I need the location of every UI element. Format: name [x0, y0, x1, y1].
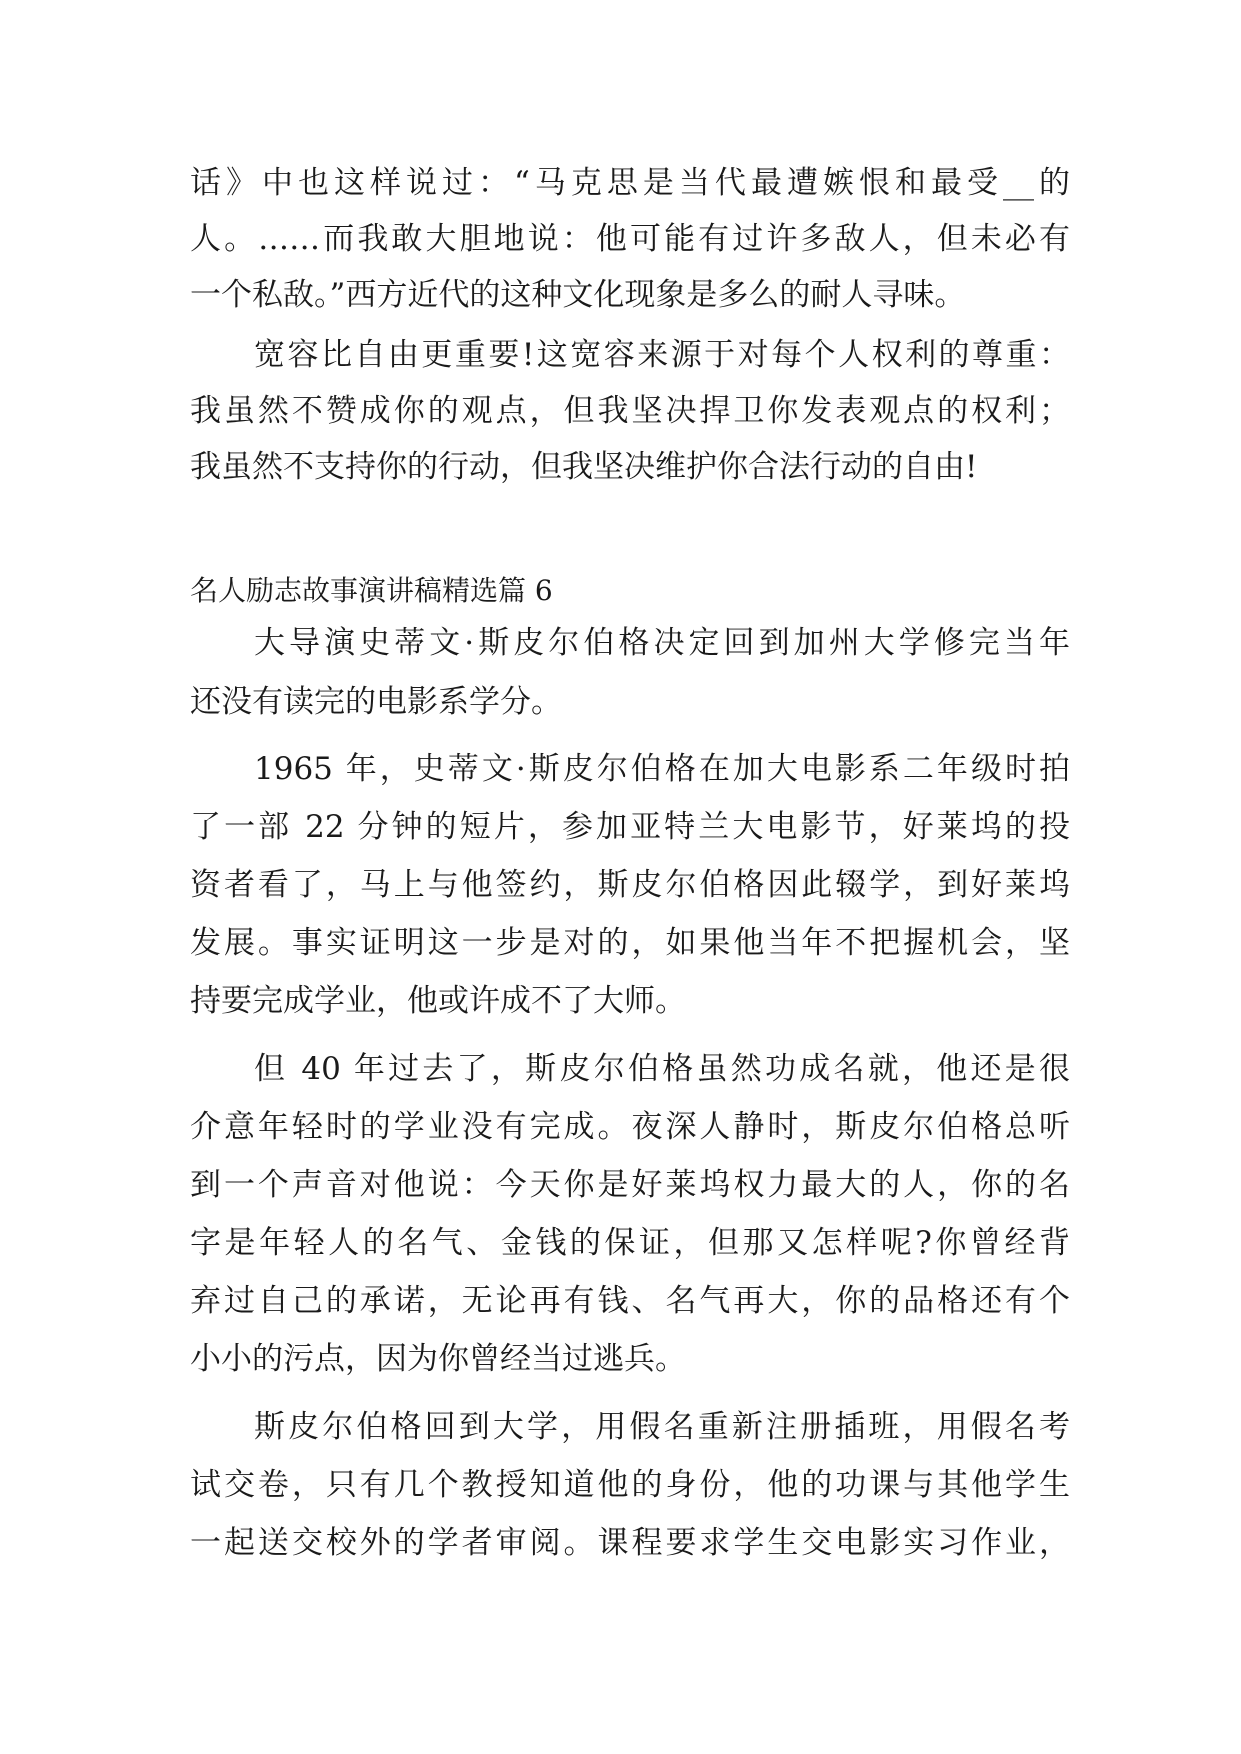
paragraph-line: 我虽然不赞成你的观点，但我坚决捍卫你发表观点的权利； [190, 393, 1070, 429]
paragraph-line: 小小的污点，因为你曾经当过逃兵。 [190, 1341, 686, 1377]
paragraph-line: 到一个声音对他说：今天你是好莱坞权力最大的人，你的名 [190, 1167, 1070, 1203]
paragraph-line: 还没有读完的电影系学分。 [190, 684, 562, 720]
paragraph-line: 人。……而我敢大胆地说：他可能有过许多敌人，但未必有 [190, 221, 1070, 257]
paragraph-line: 话》中也这样说过：“马克思是当代最遭嫉恨和最受__的 [190, 165, 1070, 201]
paragraph-line: 介意年轻时的学业没有完成。夜深人静时，斯皮尔伯格总听 [190, 1109, 1070, 1145]
paragraph-line: 大导演史蒂文·斯皮尔伯格决定回到加州大学修完当年 [254, 625, 1070, 661]
paragraph-line: 资者看了，马上与他签约，斯皮尔伯格因此辍学，到好莱坞 [190, 867, 1070, 903]
paragraph-line: 一个私敌。”西方近代的这种文化现象是多么的耐人寻味。 [190, 277, 966, 313]
paragraph-line: 斯皮尔伯格回到大学，用假名重新注册插班，用假名考 [254, 1409, 1070, 1445]
paragraph-line: 但 40 年过去了，斯皮尔伯格虽然功成名就，他还是很 [254, 1051, 1070, 1087]
paragraph-line: 我虽然不支持你的行动，但我坚决维护你合法行动的自由! [190, 449, 978, 485]
paragraph-line: 持要完成学业，他或许成不了大师。 [190, 983, 686, 1019]
paragraph-line: 弃过自己的承诺，无论再有钱、名气再大，你的品格还有个 [190, 1283, 1070, 1319]
paragraph-line: 1965 年，史蒂文·斯皮尔伯格在加大电影系二年级时拍 [254, 751, 1070, 787]
paragraph-line: 发展。事实证明这一步是对的，如果他当年不把握机会，坚 [190, 925, 1070, 961]
paragraph-line: 一起送交校外的学者审阅。课程要求学生交电影实习作业， [190, 1525, 1070, 1561]
paragraph-line: 宽容比自由更重要!这宽容来源于对每个人权利的尊重： [254, 337, 1070, 373]
paragraph-line: 了一部 22 分钟的短片，参加亚特兰大电影节，好莱坞的投 [190, 809, 1070, 845]
section-heading: 名人励志故事演讲稿精选篇 6 [190, 574, 553, 607]
paragraph-line: 试交卷，只有几个教授知道他的身份，他的功课与其他学生 [190, 1467, 1070, 1503]
paragraph-line: 字是年轻人的名气、金钱的保证，但那又怎样呢?你曾经背 [190, 1225, 1070, 1261]
